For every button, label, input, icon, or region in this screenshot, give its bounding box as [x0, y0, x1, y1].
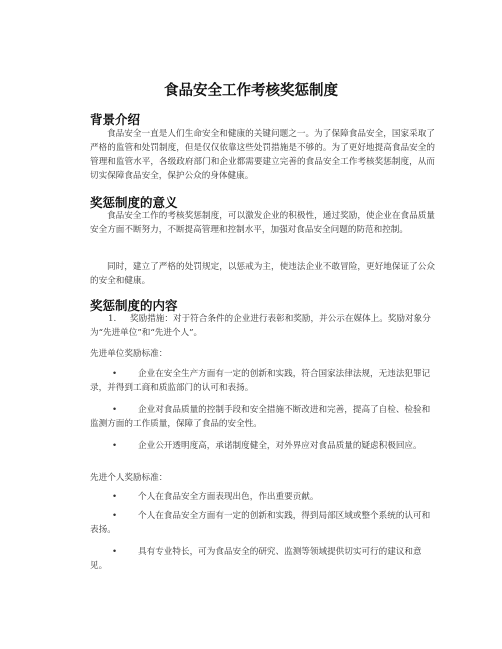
unit-standard-label: 先进单位奖励标准： [90, 349, 168, 359]
unit-bullet-3: • 企业公开透明度高，承诺制度健全，对外界应对食品质量的疑虑积极回应。 [90, 439, 435, 453]
unit-bullet-1: • 企业在安全生产方面有一定的创新和实践，符合国家法律法规，无违法犯罪记录，并得到工商和质监部门的认可和表扬。 [90, 369, 431, 393]
heading-content: 奖惩制度的内容 [90, 298, 178, 313]
unit-bullet-2: • 企业对食品质量的控制手段和安全措施不断改进和完善，提高了自检、检验和监测方面的工作质量，保障了食品的安全性。 [90, 405, 431, 429]
bullet-icon: • [112, 547, 118, 557]
person-bullet-3: • 具有专业特长，可为食品安全的研究、监测等领域提供切实可行的建议和意见。 [90, 547, 422, 571]
bullet-icon: • [112, 511, 118, 521]
paragraph-background: 食品安全一直是人们生命安全和健康的关键问题之一。为了保障食品安全，国家采取了严格的监管和处罚制度，但是仅仅依靠这些处罚措施是不够的。为了更好地提高食品安全的管理和监管水平，各级政府部门和企业都需要建立完善的食品安全工作考核奖惩制度，从而切实保障食品安全，保护公众的身体健康。 [90, 129, 435, 181]
heading-background: 背景介绍 [90, 112, 141, 127]
bullet-icon: • [112, 405, 118, 415]
paragraph-meaning-1: 食品安全工作的考核奖惩制度，可以激发企业的积极性，通过奖励，使企业在食品质量安全方面不断努力，不断提高管理和控制水平，加强对食品安全问题的防范和控制。 [90, 211, 435, 235]
bullet-icon: • [112, 441, 118, 451]
bullet-icon: • [112, 369, 118, 379]
heading-meaning: 奖惩制度的意义 [90, 195, 178, 210]
bullet-icon: • [112, 492, 118, 502]
person-bullet-2: • 个人在食品安全方面有一定的创新和实践，得到局部区域或整个系统的认可和表扬。 [90, 511, 431, 535]
person-bullet-1: • 个人在食品安全方面表现出色，作出重要贡献。 [90, 490, 435, 504]
document-title: 食品安全工作考核奖惩制度 [164, 83, 338, 99]
numbered-item-1 [90, 312, 435, 340]
item-number: 1. [108, 314, 117, 324]
paragraph-meaning-2: 同时，建立了严格的处罚规定，以惩戒为主，使违法企业不敢冒险，更好地保证了公众的安全和健康。 [90, 262, 435, 286]
item-text: 奖励措施：对于符合条件的企业进行表彰和奖励，并公示在媒体上。奖励对象分为“先进单位”和“先进个人”。 [90, 314, 431, 338]
person-standard-label: 先进个人奖励标准： [90, 473, 168, 483]
